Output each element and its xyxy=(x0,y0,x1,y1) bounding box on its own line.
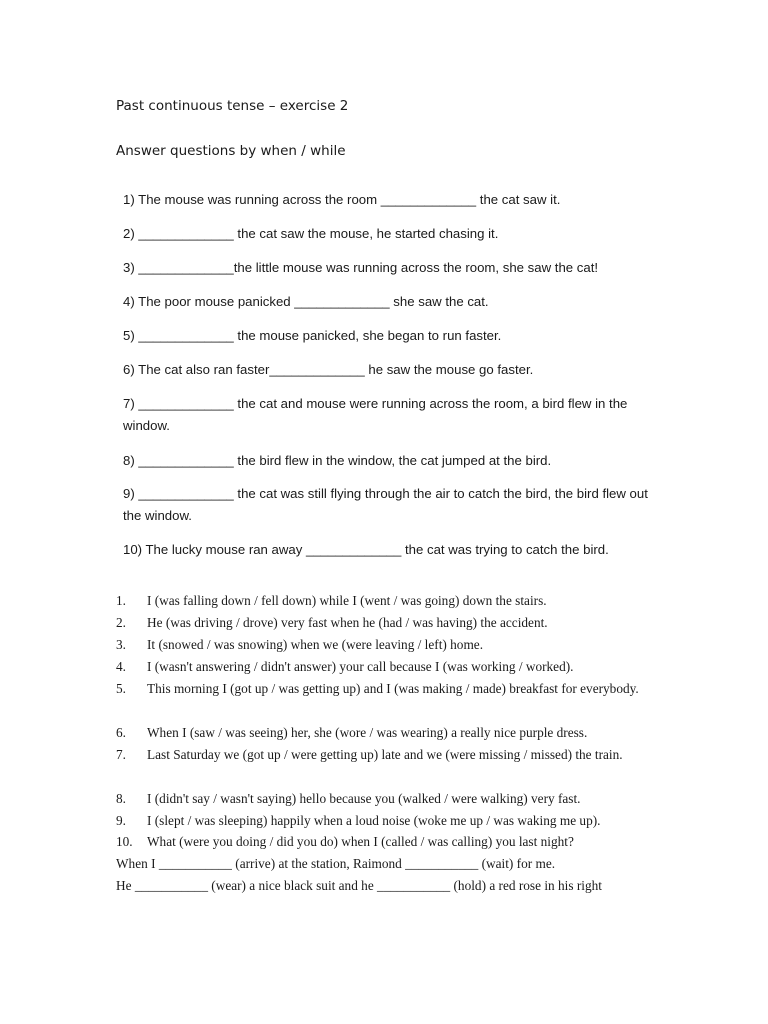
question-3: 3) _____________the little mouse was running across the room, she saw the cat! xyxy=(123,260,599,275)
list-item-4 xyxy=(116,656,661,678)
list-number: 2. xyxy=(116,615,126,630)
list-number: 8. xyxy=(116,791,126,806)
list-text: This morning I (got up / was getting up) and I (was making / made) breakfast for everybody. xyxy=(147,681,639,696)
question-10: 10) The lucky mouse ran away _____________ the cat was trying to catch the bird. xyxy=(123,542,609,557)
paragraph-line-2: He ___________ (wear) a nice black suit and he ___________ (hold) a red rose in his right xyxy=(116,878,602,893)
list-text: I (was falling down / fell down) while I (went / was going) down the stairs. xyxy=(147,593,547,608)
question-4: 4) The poor mouse panicked _____________ she saw the cat. xyxy=(123,294,489,309)
list-number: 9. xyxy=(116,813,126,828)
question-1: 1) The mouse was running across the room _____________ the cat saw it. xyxy=(123,192,561,207)
list-text: I (slept / was sleeping) happily when a loud noise (woke me up / was waking me up). xyxy=(147,813,601,828)
list-number: 10. xyxy=(116,834,133,849)
list-number: 6. xyxy=(116,725,126,740)
list-number: 7. xyxy=(116,747,126,762)
list-number: 4. xyxy=(116,659,126,674)
list-text: I (wasn't answering / didn't answer) your call because I (was working / worked). xyxy=(147,659,574,674)
list-number: 1. xyxy=(116,593,126,608)
question-7: 7) _____________ the cat and mouse were running across the room, a bird flew in the window. xyxy=(123,396,628,433)
list-text: I (didn't say / wasn't saying) hello because you (walked / were walking) very fast. xyxy=(147,791,581,806)
question-9: 9) _____________ the cat was still flying through the air to catch the bird, the bird flew out the window. xyxy=(123,486,648,523)
list-item-9 xyxy=(116,810,661,832)
question-8: 8) _____________ the bird flew in the window, the cat jumped at the bird. xyxy=(123,453,552,468)
list-text: What (were you doing / did you do) when I (called / was calling) you last night? xyxy=(147,834,574,849)
list-item-3 xyxy=(116,634,661,656)
paragraph-line-1: When I ___________ (arrive) at the station, Raimond ___________ (wait) for me. xyxy=(116,856,556,871)
list-item-5 xyxy=(116,678,661,700)
list-item-8 xyxy=(116,788,661,810)
list-item-7 xyxy=(116,744,661,766)
list-item-10 xyxy=(116,831,661,853)
worksheet-title: Past continuous tense – exercise 2 xyxy=(116,98,349,114)
list-text: Last Saturday we (got up / were getting up) late and we (were missing / missed) the train. xyxy=(147,747,623,762)
list-item-1 xyxy=(116,590,661,612)
question-2: 2) _____________ the cat saw the mouse, he started chasing it. xyxy=(123,226,499,241)
list-text: It (snowed / was snowing) when we (were leaving / left) home. xyxy=(147,637,484,652)
instructions: Answer questions by when / while xyxy=(116,143,346,159)
list-text: He (was driving / drove) very fast when he (had / was having) the accident. xyxy=(147,615,548,630)
question-5: 5) _____________ the mouse panicked, she began to run faster. xyxy=(123,328,502,343)
question-6: 6) The cat also ran faster_____________ he saw the mouse go faster. xyxy=(123,362,534,377)
list-number: 3. xyxy=(116,637,126,652)
list-item-2 xyxy=(116,612,661,634)
list-number: 5. xyxy=(116,681,126,696)
list-item-6 xyxy=(116,722,661,744)
list-text: When I (saw / was seeing) her, she (wore / was wearing) a really nice purple dress. xyxy=(147,725,588,740)
